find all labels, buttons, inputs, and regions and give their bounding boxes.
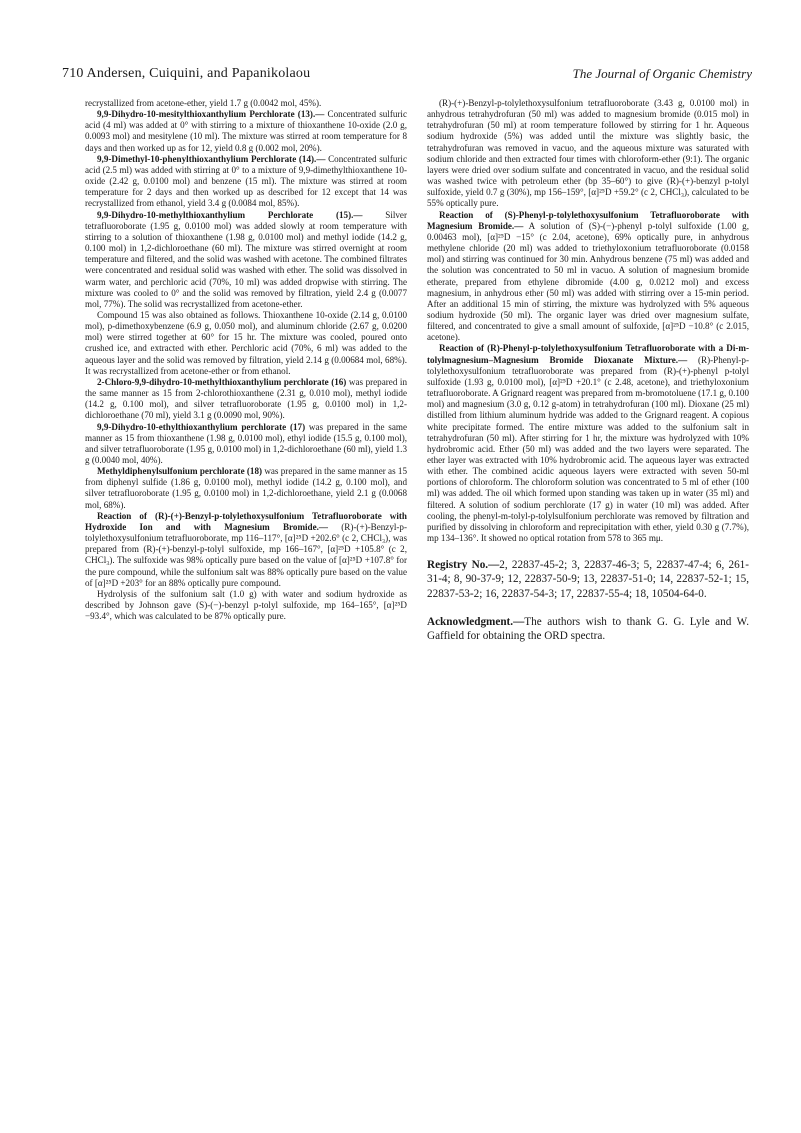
registry-title: Registry No.— xyxy=(427,559,500,572)
paragraph-title: Methyldiphenylsulfonium perchlorate (18) xyxy=(97,466,263,477)
paragraph xyxy=(85,589,407,622)
paragraph-body: (R)-(+)-Benzyl-p-tolylethoxysulfonium tetrafluoroborate (3.43 g, 0.0100 mol) in anhydrous tetrahydrofuran (50 ml) was added to magnesium bromide (0.015 mol) in tetrahydrofuran (50 ml) at room temperature followed by stirring for 1 hr. Aqueous sodium hydroxide (5%) was added until the mixture was slightly basic, the tetrahydrofuran was removed in vacuo, and the aqueous mixture was saturated with sodium chloride and then extracted four times with chloroform-ether (9:1). The organic layers were dried over sodium sulfate and concentrated in vacuo, and the residual solid was washed twice with petroleum ether (bp 35–60°) to give (R)-(+)-benzyl p-tolyl sulfoxide, yield 0.7 g (30%), mp 156–159°, [α]²⁵D +59.2° (c 2, CHCl₃), calculated to be 55% optically pure. xyxy=(427,98,749,209)
right-column-paragraphs xyxy=(427,98,749,544)
paragraph-title: Reaction of (S)-Phenyl-p-tolylethoxysulfonium Tetrafluoroborate with Magnesium Bromide.— xyxy=(427,209,749,231)
paragraph-body: Hydrolysis of the sulfonium salt (1.0 g) with water and sodium hydroxide as described by Johnson gave (S)-(−)-benzyl p-tolyl sulfoxide, mp 164–165°, [α]²⁵D −93.4°, which was calculated to be 87% optically pure. xyxy=(85,588,407,622)
paragraph-title: Reaction of (R)-(+)-Benzyl-p-tolylethoxysulfonium Tetrafluoroborate with Hydroxide Ion and with Magnesium Bromide.— xyxy=(85,510,407,532)
paragraph xyxy=(85,109,407,154)
paragraph xyxy=(85,422,407,467)
paragraph xyxy=(85,310,407,377)
paragraph-body: Compound 15 was also obtained as follows. Thioxanthene 10-oxide (2.14 g, 0.0100 mol), p-dimethoxybenzene (6.9 g, 0.050 mol), and aluminum chloride (2.67 g, 0.0200 mol) were stirred together at 60° for 15 hr. The mixture was cooled, poured onto crushed ice, and extracted with ether. Perchloric acid (70%, 6 ml) was added to the aqueous layer and the solid was removed by filtration, yield 2.14 g (0.00684 mol, 68%). It was recrystallized from acetone-ether or from ethanol. xyxy=(85,309,407,376)
paragraph-body: recrystallized from acetone-ether, yield 1.7 g (0.0042 mol, 45%). xyxy=(85,98,322,108)
paragraph-body: was prepared in the same manner as 15 from 2-chlorothioxanthene (2.31 g, 0.010 mol), methyl iodide (14.2 g, 0.100 mol), and silver tetrafluoroborate (1.95 g, 0.0100 mol) in 1,2-dichloroethane (70 ml), yield 3.1 g (0.0090 mol, 90%). xyxy=(85,376,407,421)
paragraph-body: Concentrated sulfuric acid (4 ml) was added at 0° with stirring to a mixture of thioxanthene 10-oxide (2.0 g, 0.0093 mol) and mesitylene (10 ml). The mixture was stirred at room temperature for 8 days and then worked up as for 12, yield 0.8 g (0.002 mol, 20%). xyxy=(85,109,407,153)
left-column xyxy=(85,98,407,622)
paragraph xyxy=(85,154,407,210)
registry-numbers xyxy=(427,558,749,601)
paragraph-body: (R)-Phenyl-p-tolylethoxysulfonium tetrafluoroborate was prepared from (R)-(+)-phenyl p-tolyl sulfoxide (1.93 g, 0.0100 mol), [α]²⁵D +20.1° (c 2.48, acetone), and triethyloxonium tetrafluoroborate. A Grignard reagent was prepared from m-bromotoluene (17.1 g, 0.100 mol) and magnesium (3.0 g, 0.12 g-atom) in tetrahydrofuran (100 ml). Dioxane (25 ml) distilled from lithium aluminum hydride was added to the Grignard reagent. A copious white precipitate formed. The entire mixture was added to the sulfonium salt in tetrahydrofuran (50 ml). After stirring for 1 hr, the mixture was hydrolyzed with 10% hydrobromic acid. Ether (50 ml) was added and the two layers were separated. The ether layer was extracted with 10% hydrobromic acid. The aqueous layer was extracted with ether. The combined acidic aqueous layers were extracted with seven 50-ml portions of chloroform. The chloroform solution was concentrated to 5 ml of ether (100 ml) was added. The oil which formed upon standing was taken up in water (35 ml) and filtered. A solution of sodium perchlorate (17 g) in water (10 ml) was added. After cooling, the phenyl-m-tolyl-p-tolylsulfonium perchlorate was removed by filtration and purified by dissolving in chloroform and reprecipitation with ether, yield 0.30 g (7.7%), mp 134–136°. It showed no optical rotation from 578 to 365 mμ. xyxy=(427,354,749,544)
page-title: 710 Andersen, Cuiquini, and Papanikolaou xyxy=(62,66,311,81)
paragraph-title: 2-Chloro-9,9-dihydro-10-methylthioxanthylium perchlorate (16) xyxy=(97,376,347,387)
paragraph xyxy=(427,210,749,344)
paragraph xyxy=(427,98,749,210)
paragraph-body: (R)-(+)-Benzyl-p-tolylethoxysulfonium tetrafluoroborate, mp 116–117°, [α]²⁵D +202.6° (c 2, CHCl₃), was prepared from (R)-(+)-benzyl-p-tolyl sulfoxide, mp 166–167°, [α]²⁵D +105.8° (c 2, CHCl₃). The sulfoxide was 98% optically pure based on the value of [α]²⁵D +107.8° for the pure compound, while the sulfonium salt was 88% optically pure based on the value of [α]²⁵D +203° for an 88% optically pure compound. xyxy=(85,521,407,588)
paragraph-body: Silver tetrafluoroborate (1.95 g, 0.0100 mol) was added slowly at room temperature with stirring to a solution of thioxanthene (1.98 g, 0.0100 mol) and methyl iodide (14.2 g, 0.100 mol) in 1,2-dichloroethane (60 ml). The mixture was stirred overnight at room temperature and filtered, and the solid was washed with acetone. The combined filtrates were concentrated and residual solid was washed with ether. The solid was dissolved in warm water, and perchloric acid (70%, 10 ml) was added dropwise with stirring. The mixture was cooled to 0° and the solid was removed by filtration, yield 2.4 g (0.0077 mol, 77%). The solid was recrystallized from acetone-ether. xyxy=(85,209,407,309)
paragraph xyxy=(85,377,407,422)
paragraph-body: A solution of (S)-(−)-phenyl p-tolyl sulfoxide (1.00 g, 0.00463 mol), [α]²⁵D −15° (c 2.04, acetone), 69% optically pure, in anhydrous methylene chloride (20 ml) was added to triethyloxonium tetrafluoroborate (0.0158 mol) and stirring was continued for 30 min. Anhydrous benzene (75 ml) was added and the solution was concentrated to 50 ml in vacuo. A solution of magnesium bromide etherate, prepared from ethylene dibromide (4.00 g, 0.0212 mol) and excess magnesium, in anhydrous ether (50 ml) was added with stirring over a 15-min period. After an additional 15 min of stirring, the mixture was hydrolyzed with 5% aqueous sodium hydroxide (50 ml). The organic layer was dried over magnesium sulfate, filtered, and concentrated to give a small amount of sulfoxide, [α]²⁵D −10.8° (c 2.015, acetone). xyxy=(427,220,750,343)
paragraph xyxy=(427,343,749,544)
paragraph-title: 9,9-Dihydro-10-mesitylthioxanthylium Perchlorate (13).— xyxy=(97,109,325,120)
paragraph-title: 9,9-Dihydro-10-methylthioxanthylium Perchlorate (15).— xyxy=(97,209,363,220)
paragraph-body: was prepared in the same manner as 15 from thioxanthene (1.98 g, 0.0100 mol), ethyl iodide (15.5 g, 0.100 mol), and silver tetrafluoroborate (1.95 g, 0.0100 mol) in 1,2-dichloroethane (60 ml), yield 1.3 g (0.0040 mol, 40%). xyxy=(85,421,407,465)
journal-name: The Journal of Organic Chemistry xyxy=(572,66,752,81)
acknowledgment-body: The authors wish to thank G. G. Lyle and W. Gaffield for obtaining the ORD spectra. xyxy=(427,615,749,643)
paragraph xyxy=(85,511,407,589)
acknowledgment-title: Acknowledgment.— xyxy=(427,615,525,628)
right-column xyxy=(427,98,749,643)
page-header xyxy=(62,66,752,86)
paragraph xyxy=(85,466,407,511)
paragraph-body: was prepared in the same manner as 15 from diphenyl sulfide (1.86 g, 0.0100 mol), methyl iodide (14.2 g, 0.100 mol), and silver tetrafluoroborate (1.95 g, 0.0100 mol) in 1,2-dichloroethane, yield 2.1 g (0.0068 mol, 68%). xyxy=(85,466,407,510)
paragraph xyxy=(85,210,407,310)
paragraph-title: 9,9-Dihydro-10-ethylthioxanthylium perchlorate (17) xyxy=(97,421,306,432)
registry-body: 2, 22837-45-2; 3, 22837-46-3; 5, 22837-47-4; 6, 261-31-4; 8, 90-37-9; 12, 22837-50-9; 13, 22837-51-0; 14, 22837-52-1; 15, 22837-53-2; 16, 22837-54-3; 17, 22837-55-4; 18, 10504-64-0. xyxy=(427,559,750,600)
paragraph-body: Concentrated sulfuric acid (2.5 ml) was added with stirring at 0° to a mixture of 9,9-dimethylthioxanthene 10-oxide (2.42 g, 0.0100 mol) and benzene (15 ml). The mixture was stirred at room temperature for 2 days and then worked up as described for 12 except that 14 was recrystallized from ethanol, yield 3.4 g (0.0084 mol, 85%). xyxy=(85,153,407,209)
acknowledgment xyxy=(427,615,749,643)
paragraph-title: 9,9-Dimethyl-10-phenylthioxanthylium Perchlorate (14).— xyxy=(97,153,326,164)
paragraph-title: Reaction of (R)-Phenyl-p-tolylethoxysulfonium Tetrafluoroborate with a Di-m-tolylmagnesium–Magnesium Bromide Dioxanate Mixture.— xyxy=(427,343,749,365)
paragraph xyxy=(85,98,407,109)
